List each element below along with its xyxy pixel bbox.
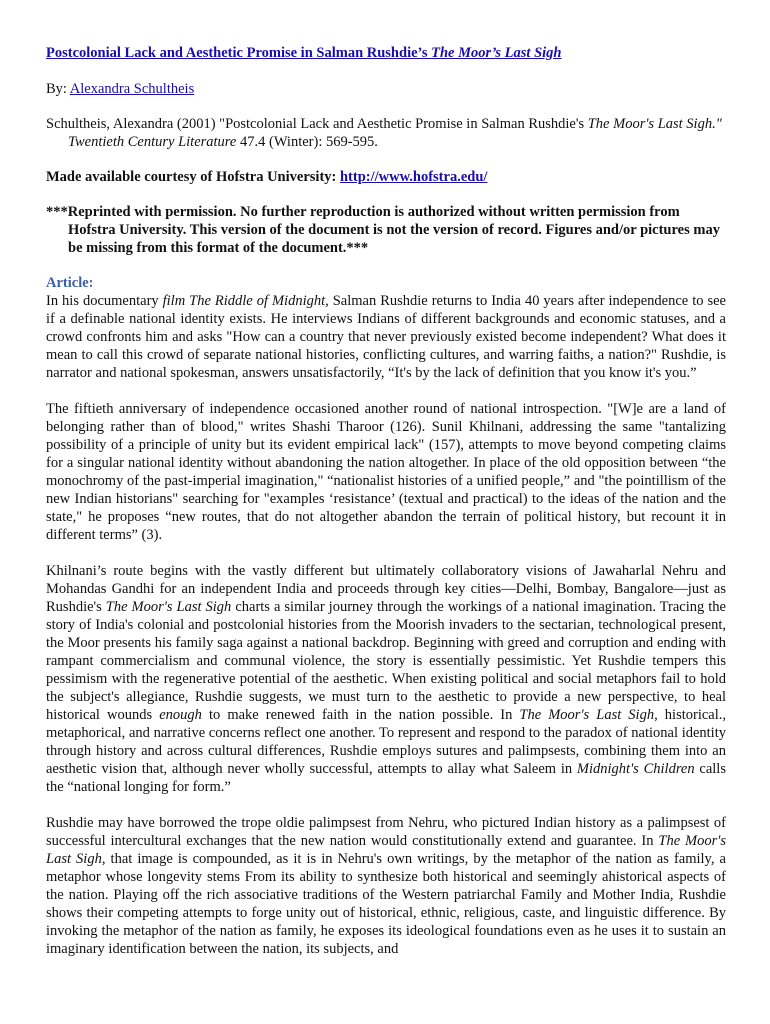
p3-italic-title: The Moor's Last Sigh <box>105 599 232 615</box>
p4-text: Rushdie may have borrowed the trope oldie palimpsest from Nehru, who pictured Indian history as a palimpsest of successful intercultural exchanges that the new nation would constitutionally extend and guarantee. In <box>46 815 726 849</box>
p3-text-3: to make renewed faith in the nation possible. In <box>201 707 520 723</box>
paragraph-3 <box>46 562 726 796</box>
p3-text-5: calls the “national longing for form.” <box>46 761 726 795</box>
p3-italic-enough: enough <box>159 707 202 723</box>
courtesy-line <box>46 168 726 186</box>
title-italic: The Moor’s Last Sigh <box>431 45 562 61</box>
paragraph-4 <box>46 814 726 958</box>
p3-italic-midnight: Midnight's Children <box>576 761 695 777</box>
citation-text-end: 47.4 (Winter): 569-595. <box>236 134 378 150</box>
document-title[interactable] <box>46 44 726 62</box>
by-label: By: <box>46 81 70 97</box>
p1-text: In his documentary <box>46 293 163 309</box>
title-text: Postcolonial Lack and Aesthetic Promise in Salman Rushdie’s <box>46 45 432 61</box>
paragraph-1 <box>46 292 726 382</box>
citation-italic: The Moor's Last Sigh." Twentieth Century Literature <box>68 116 722 150</box>
p3-italic-title-2: The Moor's Last Sigh, <box>519 707 658 723</box>
byline <box>46 80 726 98</box>
courtesy-label: Made available courtesy of Hofstra University: <box>46 169 340 185</box>
author-link[interactable]: Alexandra Schultheis <box>69 81 195 97</box>
hofstra-link[interactable]: http://www.hofstra.edu/ <box>339 169 488 185</box>
p4-text-rest: that image is compounded, as it is in Nehru's own writings, by the metaphor of the nation as family, a metaphor whose longevity stems From its ability to synthesize both historical and seemingly ahistorical aspects of the nation. Playing off the rich associative traditions of the Western patriarchal Family and Mother India, Rushdie shows their competing attempts to forge unity out of historical, ethnic, religious, caste, and linguistic difference. By invoking the metaphor of the nation as family, he exposes its ideological foundations even as he uses it to sustain an imaginary identification between the nation, its subjects, and <box>46 851 726 957</box>
p3-text-2: charts a similar journey through the workings of a national imagination. Tracing the story of India's colonial and postcolonial histories from the Moorish invaders to the sectarian, technological present, the Moor presents his family saga against a national backdrop. Beginning with greed and corruption and ending with rampant commercialism and communal violence, the story is essentially pessimistic. Yet Rushdie tempers this pessimism with the regenerative potential of the aesthetic. When existing political and social metaphors fail to hold the subject's allegiance, Rushdie suggests, we must turn to the aesthetic to provide a new perspective, to heal historical wounds <box>46 599 726 723</box>
citation-text: Schultheis, Alexandra (2001) "Postcolonial Lack and Aesthetic Promise in Salman Rushdie's <box>46 116 588 132</box>
p1-text-rest: Salman Rushdie returns to India 40 years after independence to see if a definable national identity exists. He interviews Indians of different backgrounds and economic statuses, and a crowd confronts him and asks "How can a country that never previously existed become independent? What does it mean to call this crowd of separate national histories, conflicting cultures, and warring faiths, a nation?" Rushdie, is narrator and national spokesman, answers unsatisfactorily, “It's by the lack of definition that you know it's you.” <box>46 293 726 381</box>
paragraph-2: The fiftieth anniversary of independence occasioned another round of national introspection. "[W]e are a land of belonging rather than of blood," writes Shashi Tharoor (126). Sunil Khilnani, addressing the same "tantalizing possibility of a principle of unity but its evident empirical lack" (157), attempts to move beyond competing claims for a singular national identity without abandoning the nation altogether. In place of the old opposition between “the monochromy of the past-imperial imagination," “nationalist histories of a unified people,” and "the pointillism of the new Indian historians" searching for "examples ‘resistance’ (textual and practical) to the ideas of the nation and the state," he proposes “new routes, that do not altogether abandon the terrain of political history, but recount it in different terms” (3). <box>46 401 726 543</box>
permission-notice: ***Reprinted with permission. No further reproduction is authorized without written permission from Hofstra University. This version of the document is not the version of record. Figures and/or pictures may be missing from this format of the document.*** <box>46 204 720 256</box>
p3-text-4: historical., metaphorical, and narrative concerns reflect one another. To represent and respond to the paradox of national identity through history and across cultural differences, Rushdie employs sutures and palimpsests, combining them into an aesthetic vision that, although never wholly successful, attempts to allay what Saleem in <box>46 707 726 777</box>
article-heading: Article: <box>46 275 94 291</box>
p4-italic: The Moor's Last Sigh, <box>46 833 726 867</box>
p3-text: Khilnani’s route begins with the vastly different but ultimately collaboratory visions of Jawaharlal Nehru and Mohandas Gandhi for an independent India and proceeds through key cities—Delhi, Bombay, Bangalore—just as Rushdie's <box>46 563 726 615</box>
p1-italic: film The Riddle of Midnight, <box>162 293 329 309</box>
citation <box>46 115 726 151</box>
